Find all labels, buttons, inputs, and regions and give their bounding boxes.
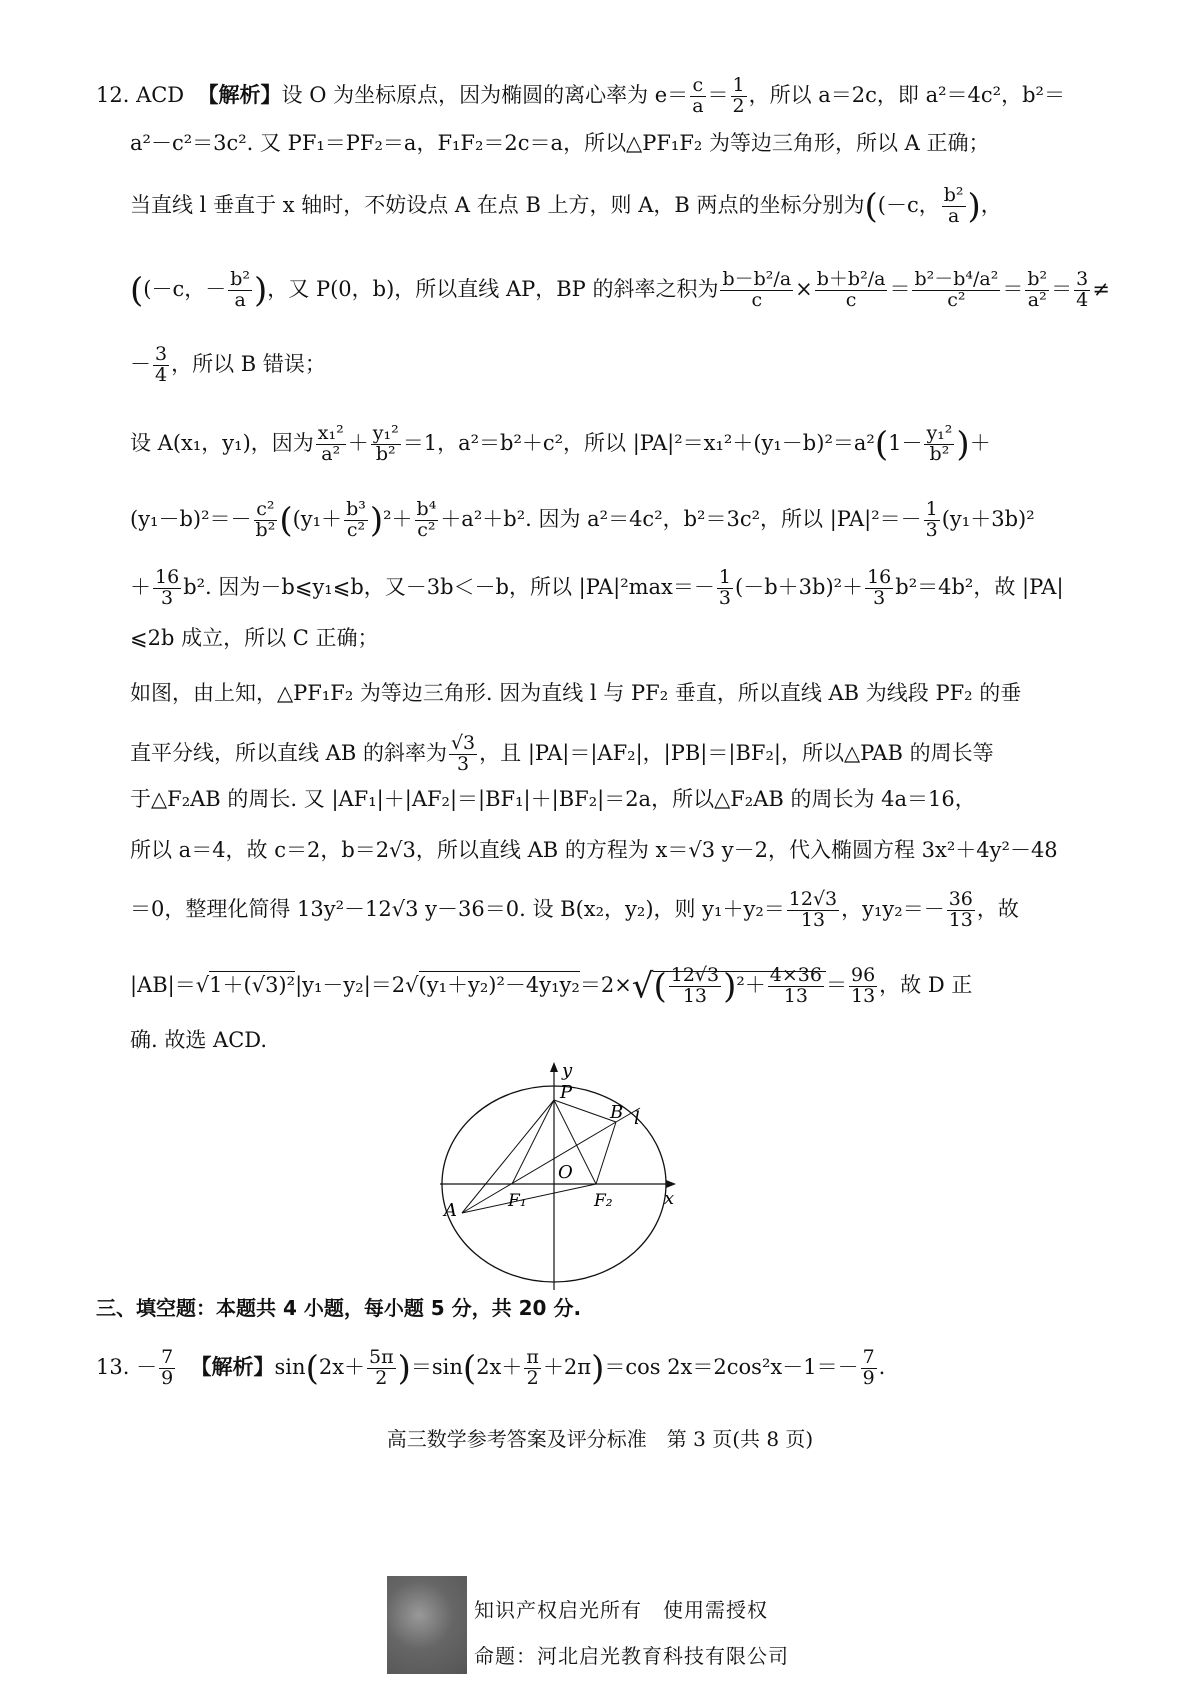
q13-text: 2x＋ [476, 1354, 523, 1379]
frac-slope-bp: $\frac{\text{b＋b²/a}}{c}$ [816, 268, 886, 311]
label-x: x [664, 1188, 675, 1209]
q12-text: ，所以 a＝2c，即 a²＝4c²，b²＝ [748, 82, 1065, 107]
section-3-heading: 三、填空题：本题共 4 小题，每小题 5 分，共 20 分. [96, 1296, 582, 1320]
frac-12sqrt3-13: $\frac{12√3}{13}$ [670, 964, 720, 1007]
q12-text: |y₁－y₂|＝2 [295, 972, 406, 997]
q12-text: ＝2× [579, 972, 632, 997]
frac-slope-ap: $\frac{\text{b－b²/a}}{c}$ [722, 268, 792, 311]
frac-1-3: $\frac{1}{3}$ [718, 566, 731, 609]
equals: ＝ [1002, 276, 1024, 301]
label-A: A [444, 1200, 457, 1221]
frac-sqrt3-3: $\frac{√3}{3}$ [450, 732, 476, 775]
frac-x1-a: $\frac{\text{x₁²}}{\text{a²}}$ [317, 422, 344, 465]
q12-line-2: a²－c²＝3c². 又 PF₁＝PF₂＝a，F₁F₂＝2c＝a，所以△PF₁F₂ 为等边三角形，所以 A 正确； [130, 131, 990, 155]
frac-7-9: $\frac{7}{9}$ [161, 1346, 174, 1389]
q13-text: sin [274, 1354, 306, 1379]
q12-line-12: 于△F₂AB 的周长. 又 |AF₁|＋|AF₂|＝|BF₁|＋|BF₂|＝2a，所以△F₂AB 的周长为 4a＝16， [130, 787, 976, 811]
q12-text: ＝ [825, 972, 847, 997]
q12-line-3: 当直线 l 垂直于 x 轴时，不妨设点 A 在点 B 上方，则 A，B 两点的坐标分别为((－c， $\frac{\text{b²}}{a}$ )， [130, 184, 1002, 227]
stamp-line-1: 知识产权启光所有 使用需授权 [474, 1598, 768, 1622]
frac-c-a: $\frac{c}{a}$ [692, 74, 704, 117]
frac-y1-b: $\frac{\text{y₁²}}{\text{b²}}$ [926, 422, 953, 465]
frac-16-3: $\frac{16}{3}$ [867, 566, 892, 609]
plus: ＋ [347, 430, 369, 455]
frac-b2-a: $\frac{\text{b²}}{a}$ [230, 268, 251, 311]
q13-line: 13. － $\frac{7}{9}$ 【解析】sin(2x＋ $\frac{5\pi}{2}$ )＝sin(2x＋ $\frac{\pi}{2}$ ＋2π)＝cos 2x＝2cos²x－1＝－ $\frac{7}{9}$ . [96, 1346, 886, 1389]
q12-tag: 【解析】 [197, 81, 282, 107]
q12-line-14 [130, 890, 1130, 931]
q13-text: ＝cos 2x＝2cos²x－1＝－ [604, 1354, 859, 1379]
x-arrow [666, 1180, 676, 1188]
minus: － [130, 351, 151, 376]
seg-BF2 [596, 1122, 616, 1184]
q12-text: ，y₁y₂＝－ [841, 896, 945, 921]
q12-text: ，又 P(0，b)，所以直线 AP，BP 的斜率之积为 [267, 276, 719, 301]
q12-line-4: ((－c，－ $\frac{\text{b²}}{a}$ )，又 P(0，b)，所以直线 AP，BP 的斜率之积为 $\frac{\text{b－b²/a}}{c}$ × $\frac{\text{b＋b²/a}}{c}$ ＝ $\frac{\text{b²－b⁴/a²}}{\text{c²}}$ ＝ $\frac{\text{b²}}{\text{a²}}$ ＝ $\frac{3}{4}$ ≠ [130, 268, 1110, 311]
q12-text: ，故 [976, 896, 1019, 921]
sqrt-2: (y₁＋y₂)²－4y₁y₂ [418, 972, 580, 997]
q12-text: ＝1，a²＝b²＋c²，所以 |PA|²＝x₁²＋(y₁－b)²＝a² [402, 430, 875, 455]
ellipse-figure [440, 1060, 710, 1290]
q12-text: 直平分线，所以直线 AB 的斜率为 [130, 740, 447, 765]
frac-96-13: $\frac{96}{13}$ [850, 964, 876, 1007]
q12-text: (y₁－b)²＝－ [130, 506, 252, 531]
page-footer: 高三数学参考答案及评分标准 第 3 页(共 8 页) [386, 1427, 814, 1451]
frac-b2-a: $\frac{\text{b²}}{a}$ [943, 184, 964, 227]
equals: ＝ [889, 276, 911, 301]
q13-text: . [878, 1354, 886, 1379]
label-F2: F₂ [594, 1191, 613, 1211]
point-a: (－c， [877, 192, 940, 217]
q12-line-8: ＋ $\frac{16}{3}$ b². 因为－b⩽y₁⩽b，又－3b＜－b，所以 |PA|²max＝－ $\frac{1}{3}$ (－b＋3b)²＋ $\frac{16}{3}$ b²＝4b²，故 |PA| [130, 566, 1064, 609]
label-l: l [634, 1108, 640, 1129]
q12-line-11 [130, 734, 1130, 775]
q12-text: (y₁＋3b)² [941, 506, 1035, 531]
q13-head: 13. － [96, 1354, 158, 1379]
q12-line-13: 所以 a＝4，故 c＝2，b＝2√3，所以直线 AB 的方程为 x＝√3 y－2，代入椭圆方程 3x²＋4y²－48 [130, 838, 1058, 862]
sqrt-1: 1＋(√3)² [209, 972, 296, 997]
stamp-image [387, 1576, 467, 1674]
q12-text: ，且 |PA|＝|AF₂|，|PB|＝|BF₂|，所以△PAB 的周长等 [479, 740, 994, 765]
frac-c2-b2: $\frac{\text{c²}}{\text{b²}}$ [255, 498, 276, 541]
q12-text: 当直线 l 垂直于 x 轴时，不妨设点 A 在点 B 上方，则 A，B 两点的坐标分别为 [130, 192, 865, 217]
frac-12sqrt3-13: $\frac{12√3}{13}$ [788, 888, 838, 931]
q12-text: b². 因为－b⩽y₁⩽b，又－3b＜－b，所以 |PA|²max＝－ [183, 574, 715, 599]
q12-text: ，故 D 正 [879, 972, 973, 997]
label-O: O [558, 1162, 573, 1183]
label-y: y [562, 1060, 573, 1081]
frac-1-2: $\frac{1}{2}$ [732, 74, 745, 117]
q12-text: ，所以 B 错误； [171, 351, 326, 376]
plus: ＋ [969, 430, 991, 455]
y-arrow [550, 1062, 558, 1072]
label-F1: F₁ [508, 1191, 527, 1211]
q12-line-10: 如图，由上知，△PF₁F₂ 为等边三角形. 因为直线 l 与 PF₂ 垂直，所以直线 AB 为线段 PF₂ 的垂 [130, 681, 1022, 705]
frac-7-9: $\frac{7}{9}$ [862, 1346, 875, 1389]
frac-b3-c2: $\frac{\text{b³}}{\text{c²}}$ [346, 498, 366, 541]
frac-3-4: $\frac{3}{4}$ [1076, 268, 1089, 311]
q12-line-16: 确. 故选 ACD. [130, 1028, 268, 1052]
q12-text: 设 O 为坐标原点，因为椭圆的离心率为 e＝ [281, 82, 689, 107]
q12-text: ＋a²＋b². 因为 a²＝4c²，b²＝3c²，所以 |PA|²＝－ [440, 506, 922, 531]
label-B: B [610, 1102, 624, 1123]
q13-text: ＋2π [542, 1354, 592, 1379]
not-equal: ≠ [1092, 276, 1110, 301]
q13-text: ＝sin [410, 1354, 463, 1379]
q12-line-7: (y₁－b)²＝－ $\frac{\text{c²}}{\text{b²}}$ ((y₁＋ $\frac{\text{b³}}{\text{c²}}$ )²＋ $\frac{\text{b⁴}}{\text{c²}}$ ＋a²＋b². 因为 a²＝4c²，b²＝3c²，所以 |PA|²＝－ $\frac{1}{3}$ (y₁＋3b)² [130, 498, 1035, 541]
q13-text: 2x＋ [318, 1354, 366, 1379]
frac-y1-b: $\frac{\text{y₁²}}{\text{b²}}$ [372, 422, 399, 465]
stamp-line-2: 命题：河北启光教育科技有限公司 [474, 1644, 789, 1668]
frac-pi-2: $\frac{\pi}{2}$ [526, 1346, 539, 1389]
frac-b2-a2: $\frac{\text{b²}}{\text{a²}}$ [1027, 268, 1048, 311]
q13-tag: 【解析】 [190, 1353, 275, 1379]
q12-text: 设 A(x₁，y₁)，因为 [130, 430, 314, 455]
q12-line-15: |AB|＝√1＋(√3)²|y₁－y₂|＝2√(y₁＋y₂)²－4y₁y₂＝2×√( $\frac{12√3}{13}$ )²＋ $\frac{4\times 36}{13}$ ＝ $\frac{96}{13}$ ，故 D 正 [130, 964, 973, 1007]
q12-text: |AB|＝ [130, 972, 196, 997]
equals: ＝ [1051, 276, 1073, 301]
frac-1-3: $\frac{1}{3}$ [925, 498, 938, 541]
q12-text: ＝0，整理化简得 13y²－12√3 y－36＝0. 设 B(x₂，y₂)，则 y₁＋y₂＝ [130, 896, 785, 921]
point-b: (－c，－ [143, 276, 227, 301]
sqrt-3: ( $\frac{12√3}{13}$ )²＋ $\frac{4\times 36}{13}$ [653, 971, 826, 997]
label-P: P [560, 1082, 573, 1103]
paren: (y₁＋ [292, 506, 343, 531]
frac-product: $\frac{\text{b²－b⁴/a²}}{\text{c²}}$ [914, 268, 999, 311]
one-minus: 1－ [888, 430, 923, 455]
q12-text: (－b＋3b)²＋ [735, 574, 864, 599]
q12-line-6: 设 A(x₁，y₁)，因为 $\frac{\text{x₁²}}{\text{a²}}$ ＋ $\frac{\text{y₁²}}{\text{b²}}$ ＝1，a²＝b²＋c²，所以 |PA|²＝x₁²＋(y₁－b)²＝a²(1－ $\frac{\text{y₁²}}{\text{b²}}$ )＋ [130, 422, 991, 465]
times: × [795, 276, 813, 301]
frac-16-3: $\frac{16}{3}$ [155, 566, 180, 609]
seg-AB [462, 1122, 616, 1213]
q12-head: 12. ACD [96, 82, 185, 107]
frac-36-13: $\frac{36}{13}$ [948, 888, 973, 931]
frac-4x36-13: $\frac{4\times 36}{13}$ [769, 964, 822, 1007]
frac-b4-c2: $\frac{\text{b⁴}}{\text{c²}}$ [416, 498, 437, 541]
q12-line-9: ⩽2b 成立，所以 C 正确； [130, 626, 379, 650]
frac-5pi-2: $\frac{5\pi}{2}$ [369, 1346, 394, 1389]
q12-text: b²＝4b²，故 |PA| [895, 574, 1064, 599]
q12-line-1: 12. ACD 【解析】设 O 为坐标原点，因为椭圆的离心率为 e＝ $\frac{c}{a}$ ＝ $\frac{1}{2}$ ，所以 a＝2c，即 a²＝4c²，b²＝ [96, 74, 1065, 117]
q12-line-5 [130, 345, 1130, 386]
frac-3-4: $\frac{3}{4}$ [155, 343, 168, 386]
